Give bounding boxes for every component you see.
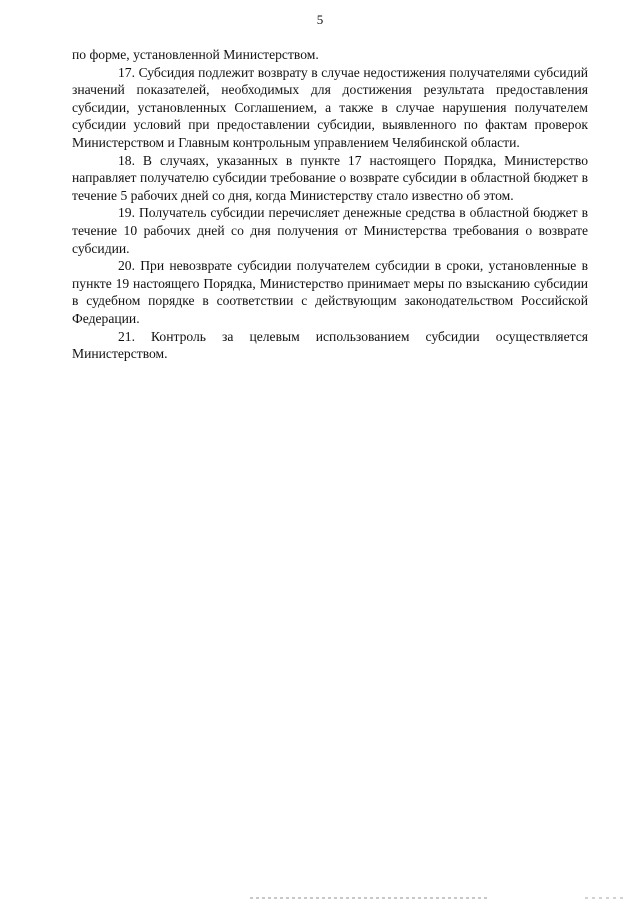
paragraph-17: 17. Субсидия подлежит возврату в случае недостижения получателями субсидий значений показателей, необходимых для достижения результата предоставления субсидии, установленных Соглашением, а также в случае нарушения получателем субсидии условий при предоставлении субсидии, выявленного по фактам проверок Министерством и Главным контрольным управлением Челябинской области. [72, 64, 588, 150]
paragraph-continuation: по форме, установленной Министерством. [72, 47, 319, 62]
document-body [72, 46, 588, 363]
scan-artifact-line-right [585, 897, 625, 899]
paragraph-18: 18. В случаях, указанных в пункте 17 настоящего Порядка, Министерство направляет получателю субсидии требование о возврате субсидии в областной бюджет в течение 5 рабочих дней со дня, когда Министерству стало известно об этом. [72, 152, 588, 203]
paragraph-19: 19. Получатель субсидии перечисляет денежные средства в областной бюджет в течение 10 рабочих дней со дня получения от Министерства требования о возврате субсидии. [72, 205, 588, 256]
page-number: 5 [316, 12, 324, 27]
paragraph-20: 20. При невозврате субсидии получателем субсидии в сроки, установленные в пункте 19 настоящего Порядка, Министерство принимает меры по взысканию субсидии в судебном порядке в соответствии с действующим законодательством Российской Федерации. [72, 258, 588, 326]
paragraph-21: 21. Контроль за целевым использованием субсидии осуществляется Министерством. [72, 328, 588, 362]
scan-artifact-line [250, 897, 490, 899]
